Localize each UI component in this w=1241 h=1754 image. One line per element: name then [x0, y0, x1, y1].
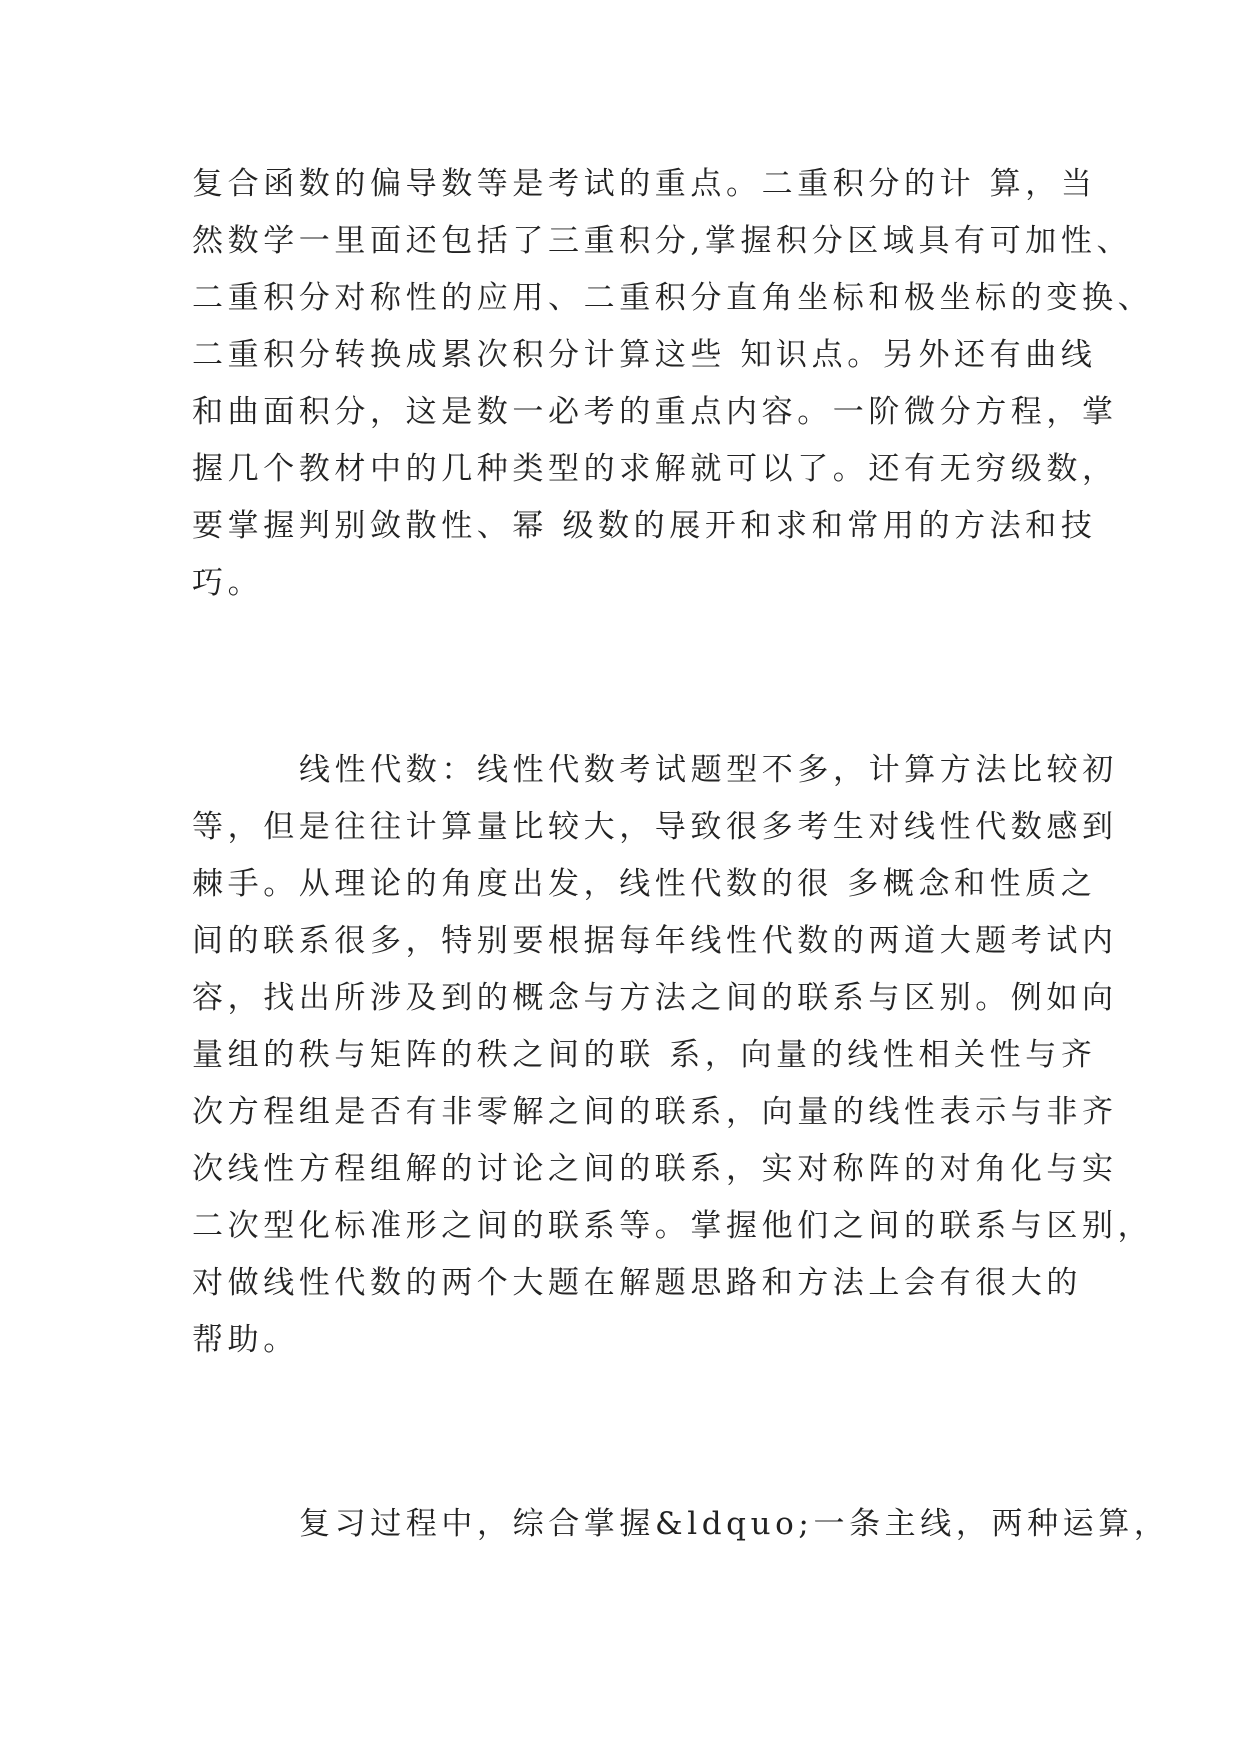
text-line: 二次型化标准形之间的联系等。掌握他们之间的联系与区别， — [192, 1208, 1154, 1244]
text-line: 等，但是往往计算量比较大，导致很多考生对线性代数感到 — [192, 809, 1118, 845]
text-line: 线性代数：线性代数考试题型不多，计算方法比较初 — [299, 752, 1118, 788]
paragraph-calculus-review — [192, 156, 1154, 612]
text-line: 复习过程中，综合掌握&ldquo;一条主线，两种运算， — [299, 1506, 1170, 1542]
text-line: 容，找出所涉及到的概念与方法之间的联系与区别。例如向 — [192, 980, 1118, 1016]
text-line: 复合函数的偏导数等是考试的重点。二重积分的计 算，当 — [192, 166, 1097, 202]
paragraph-linear-algebra — [192, 742, 1154, 1369]
text-line: 巧。 — [192, 565, 264, 601]
text-line: 二重积分对称性的应用、二重积分直角坐标和极坐标的变换、 — [192, 280, 1154, 316]
text-line: 帮助。 — [192, 1322, 299, 1358]
text-line: 间的联系很多，特别要根据每年线性代数的两道大题考试内 — [192, 923, 1118, 959]
text-line: 二重积分转换成累次积分计算这些 知识点。另外还有曲线 — [192, 337, 1097, 373]
text-line: 量组的秩与矩阵的秩之间的联 系，向量的线性相关性与齐 — [192, 1037, 1097, 1073]
text-line: 要掌握判别敛散性、幂 级数的展开和求和常用的方法和技 — [192, 508, 1097, 544]
text-line: 对做线性代数的两个大题在解题思路和方法上会有很大的 — [192, 1265, 1082, 1301]
text-line: 握几个教材中的几种类型的求解就可以了。还有无穷级数， — [192, 451, 1118, 487]
paragraph-review-process — [192, 1496, 1170, 1553]
text-line: 棘手。从理论的角度出发，线性代数的很 多概念和性质之 — [192, 866, 1097, 902]
text-line: 和曲面积分，这是数一必考的重点内容。一阶微分方程，掌 — [192, 394, 1118, 430]
text-line: 次方程组是否有非零解之间的联系，向量的线性表示与非齐 — [192, 1094, 1118, 1130]
text-line: 次线性方程组解的讨论之间的联系，实对称阵的对角化与实 — [192, 1151, 1118, 1187]
text-line: 然数学一里面还包括了三重积分,掌握积分区域具有可加性、 — [192, 223, 1133, 259]
